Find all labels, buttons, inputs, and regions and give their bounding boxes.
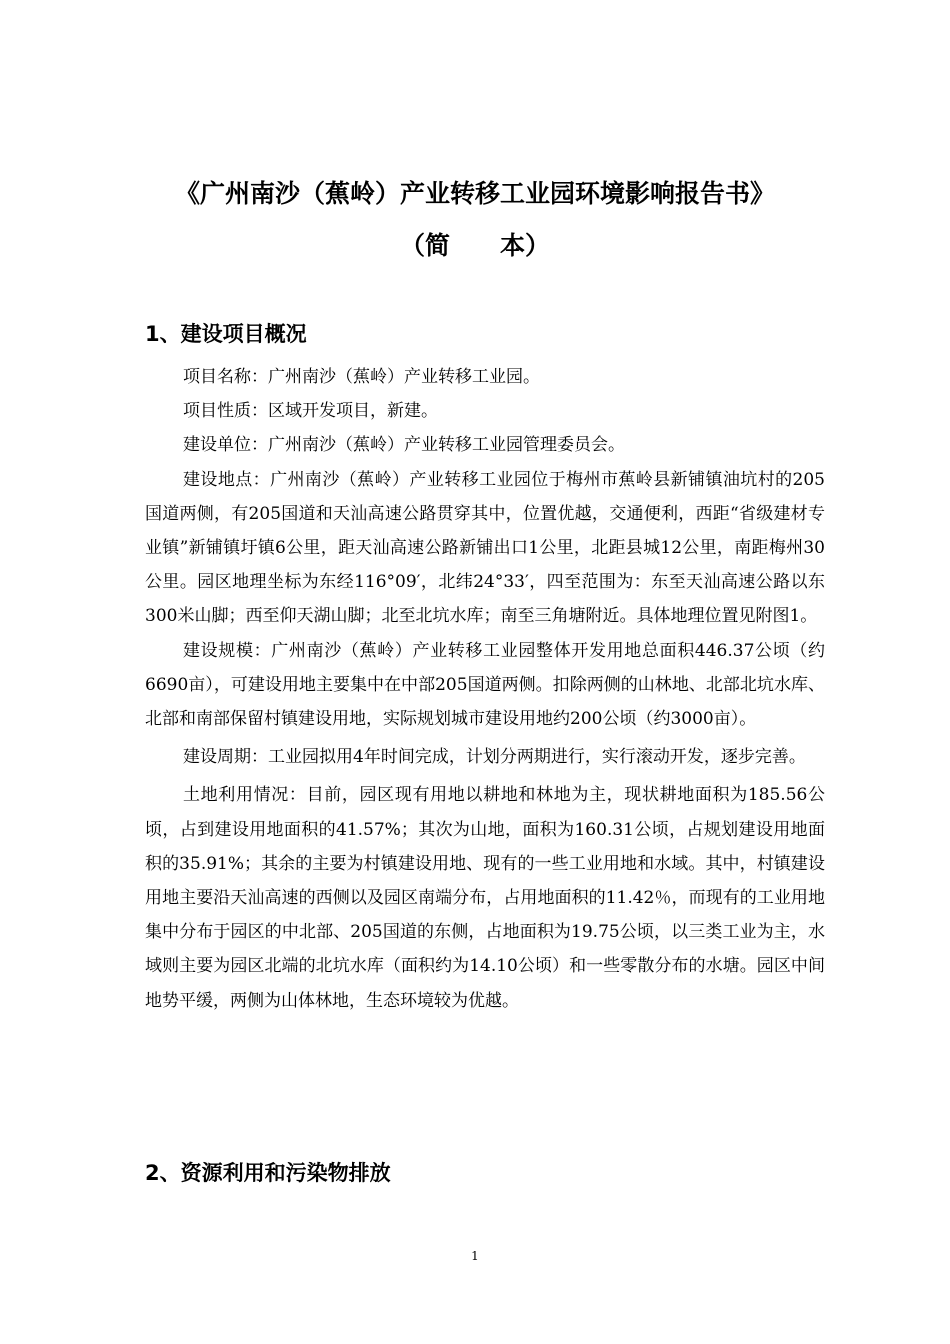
paragraph-project-name: 项目名称：广州南沙（蕉岭）产业转移工业园。 [183, 367, 540, 387]
section-body-project-overview [145, 360, 825, 1018]
section-heading-project-overview: 1、建设项目概况 [145, 322, 307, 346]
section-heading-resources-emissions: 2、资源利用和污染物排放 [145, 1161, 391, 1185]
paragraph-construction-unit: 建设单位：广州南沙（蕉岭）产业转移工业园管理委员会。 [183, 435, 625, 456]
paragraph-construction-location: 建设地点：广州南沙（蕉岭）产业转移工业园位于梅州市蕉岭县新铺镇油坑村的205国道两侧，有205国道和天汕高速公路贯穿其中，位置优越，交通便利，西距“省级建材专业镇”新铺镇圩镇6公里，距天汕高速公路新铺出口1公里，北距县城12公里，南距梅州30公里。园区地理坐标为东经116°09′，北纬24°33′，四至范围为：东至天汕高速公路以东300米山脚；西至仰天湖山脚；北至北坑水库；南至三角塘附近。具体地理位置见附图1。 [145, 469, 825, 627]
document-title: 《广州南沙（蕉岭）产业转移工业园环境影响报告书》 [174, 179, 775, 208]
page-number: 1 [471, 1249, 479, 1263]
paragraph-construction-scale: 建设规模：广州南沙（蕉岭）产业转移工业园整体开发用地总面积446.37公顷（约6690亩），可建设用地主要集中在中部205国道两侧。扣除两侧的山林地、北部北坑水库、北部和南部保留村镇建设用地，实际规划城市建设用地约200公顷（约3000亩）。 [145, 640, 825, 730]
paragraph-land-use: 土地利用情况：目前，园区现有用地以耕地和林地为主，现状耕地面积为185.56公顷，占到建设用地面积的41.57%；其次为山地，面积为160.31公顷，占规划建设用地面积的35.91%；其余的主要为村镇建设用地、现有的一些工业用地和水域。其中，村镇建设用地主要沿天汕高速的西侧以及园区南端分布，占用地面积的11.42％，而现有的工业用地集中分布于园区的中北部、205国道的东侧，占地面积为19.75公顷，以三类工业为主，水域则主要为园区北端的北坑水库（面积约为14.10公顷）和一些零散分布的水塘。园区中间地势平缓，两侧为山体林地，生态环境较为优越。 [145, 785, 825, 1011]
paragraph-project-nature: 项目性质：区域开发项目，新建。 [183, 401, 438, 422]
document-subtitle: （简 本） [399, 231, 550, 260]
paragraph-construction-period: 建设周期：工业园拟用4年时间完成，计划分两期进行，实行滚动开发，逐步完善。 [183, 747, 806, 768]
